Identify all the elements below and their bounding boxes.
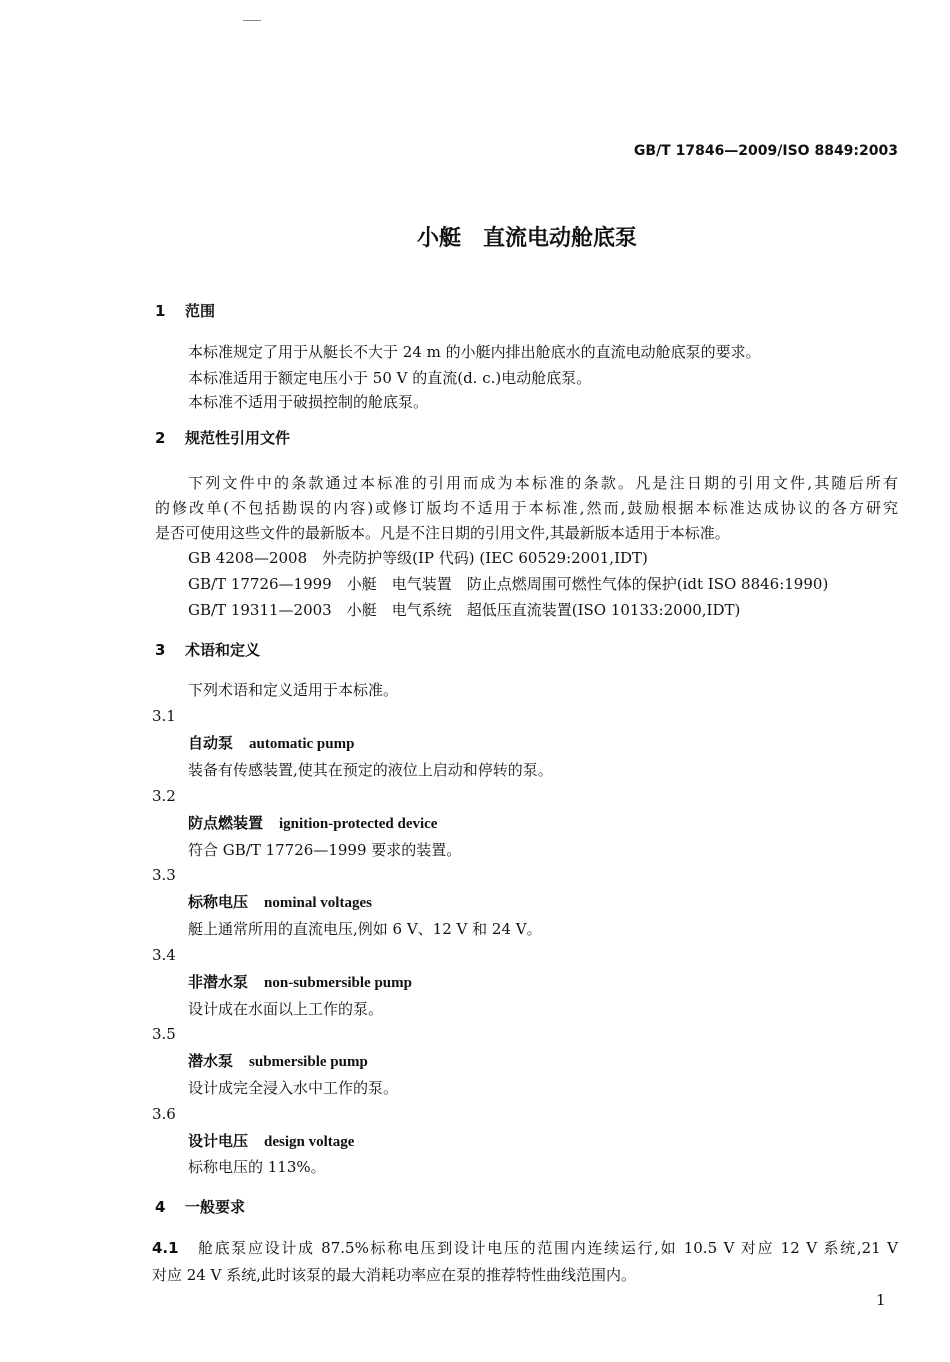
term-title: 自动泵 automatic pump <box>188 734 355 752</box>
term-number: 3.2 <box>152 787 176 805</box>
paragraph: 本标准适用于额定电压小于 50 V 的直流(d. c.)电动舱底泵。 <box>188 369 592 387</box>
term-title: 潜水泵 submersible pump <box>188 1052 368 1070</box>
term-number: 3.6 <box>152 1105 176 1123</box>
term-definition: 装备有传感装置,使其在预定的液位上启动和停转的泵。 <box>188 761 553 779</box>
term-definition: 标称电压的 113%。 <box>188 1158 326 1176</box>
term-number: 3.1 <box>152 707 176 725</box>
paragraph: 下列文件中的条款通过本标准的引用而成为本标准的条款。凡是注日期的引用文件,其随后所有 <box>188 474 898 492</box>
scan-mark <box>243 20 261 21</box>
section-heading-1: 1 范围 <box>155 302 216 320</box>
reference-item: GB/T 19311—2003 小艇 电气系统 超低压直流装置(ISO 10133:2000,IDT) <box>188 601 741 619</box>
paragraph: 本标准规定了用于从艇长不大于 24 m 的小艇内排出舱底水的直流电动舱底泵的要求。 <box>188 343 761 361</box>
term-title: 设计电压 design voltage <box>188 1132 355 1150</box>
section-heading-3: 3 术语和定义 <box>155 641 261 659</box>
clause-4-1-cont: 对应 24 V 系统,此时该泵的最大消耗功率应在泵的推荐特性曲线范围内。 <box>152 1266 636 1284</box>
term-title: 标称电压 nominal voltages <box>188 893 372 911</box>
standard-code: GB/T 17846—2009/ISO 8849:2003 <box>633 143 898 159</box>
page-number: 1 <box>876 1291 886 1309</box>
paragraph: 的修改单(不包括勘误的内容)或修订版均不适用于本标准,然而,鼓励根据本标准达成协议的各方研究 <box>155 499 898 517</box>
term-definition: 符合 GB/T 17726—1999 要求的装置。 <box>188 841 462 859</box>
term-definition: 设计成在水面以上工作的泵。 <box>188 1000 384 1018</box>
term-number: 3.4 <box>152 946 176 964</box>
term-title: 防点燃装置 ignition-protected device <box>188 814 438 832</box>
term-definition: 设计成完全浸入水中工作的泵。 <box>188 1079 399 1097</box>
term-number: 3.3 <box>152 866 176 884</box>
page-title: 小艇 直流电动舱底泵 <box>416 226 637 251</box>
term-title: 非潜水泵 non-submersible pump <box>188 973 412 991</box>
reference-item: GB 4208—2008 外壳防护等级(IP 代码) (IEC 60529:2001,IDT) <box>188 549 648 567</box>
paragraph: 是否可使用这些文件的最新版本。凡是不注日期的引用文件,其最新版本适用于本标准。 <box>155 524 730 542</box>
section-heading-4: 4 一般要求 <box>155 1198 246 1216</box>
reference-item: GB/T 17726—1999 小艇 电气装置 防止点燃周围可燃性气体的保护(idt ISO 8846:1990) <box>188 575 829 593</box>
paragraph: 下列术语和定义适用于本标准。 <box>188 681 399 699</box>
paragraph: 本标准不适用于破损控制的舱底泵。 <box>188 393 429 411</box>
clause-4-1: 4.1 舱底泵应设计成 87.5%标称电压到设计电压的范围内连续运行,如 10.5 V 对应 12 V 系统,21 V <box>152 1239 898 1257</box>
term-definition: 艇上通常所用的直流电压,例如 6 V、12 V 和 24 V。 <box>188 920 542 938</box>
section-heading-2: 2 规范性引用文件 <box>155 429 291 447</box>
term-number: 3.5 <box>152 1025 176 1043</box>
